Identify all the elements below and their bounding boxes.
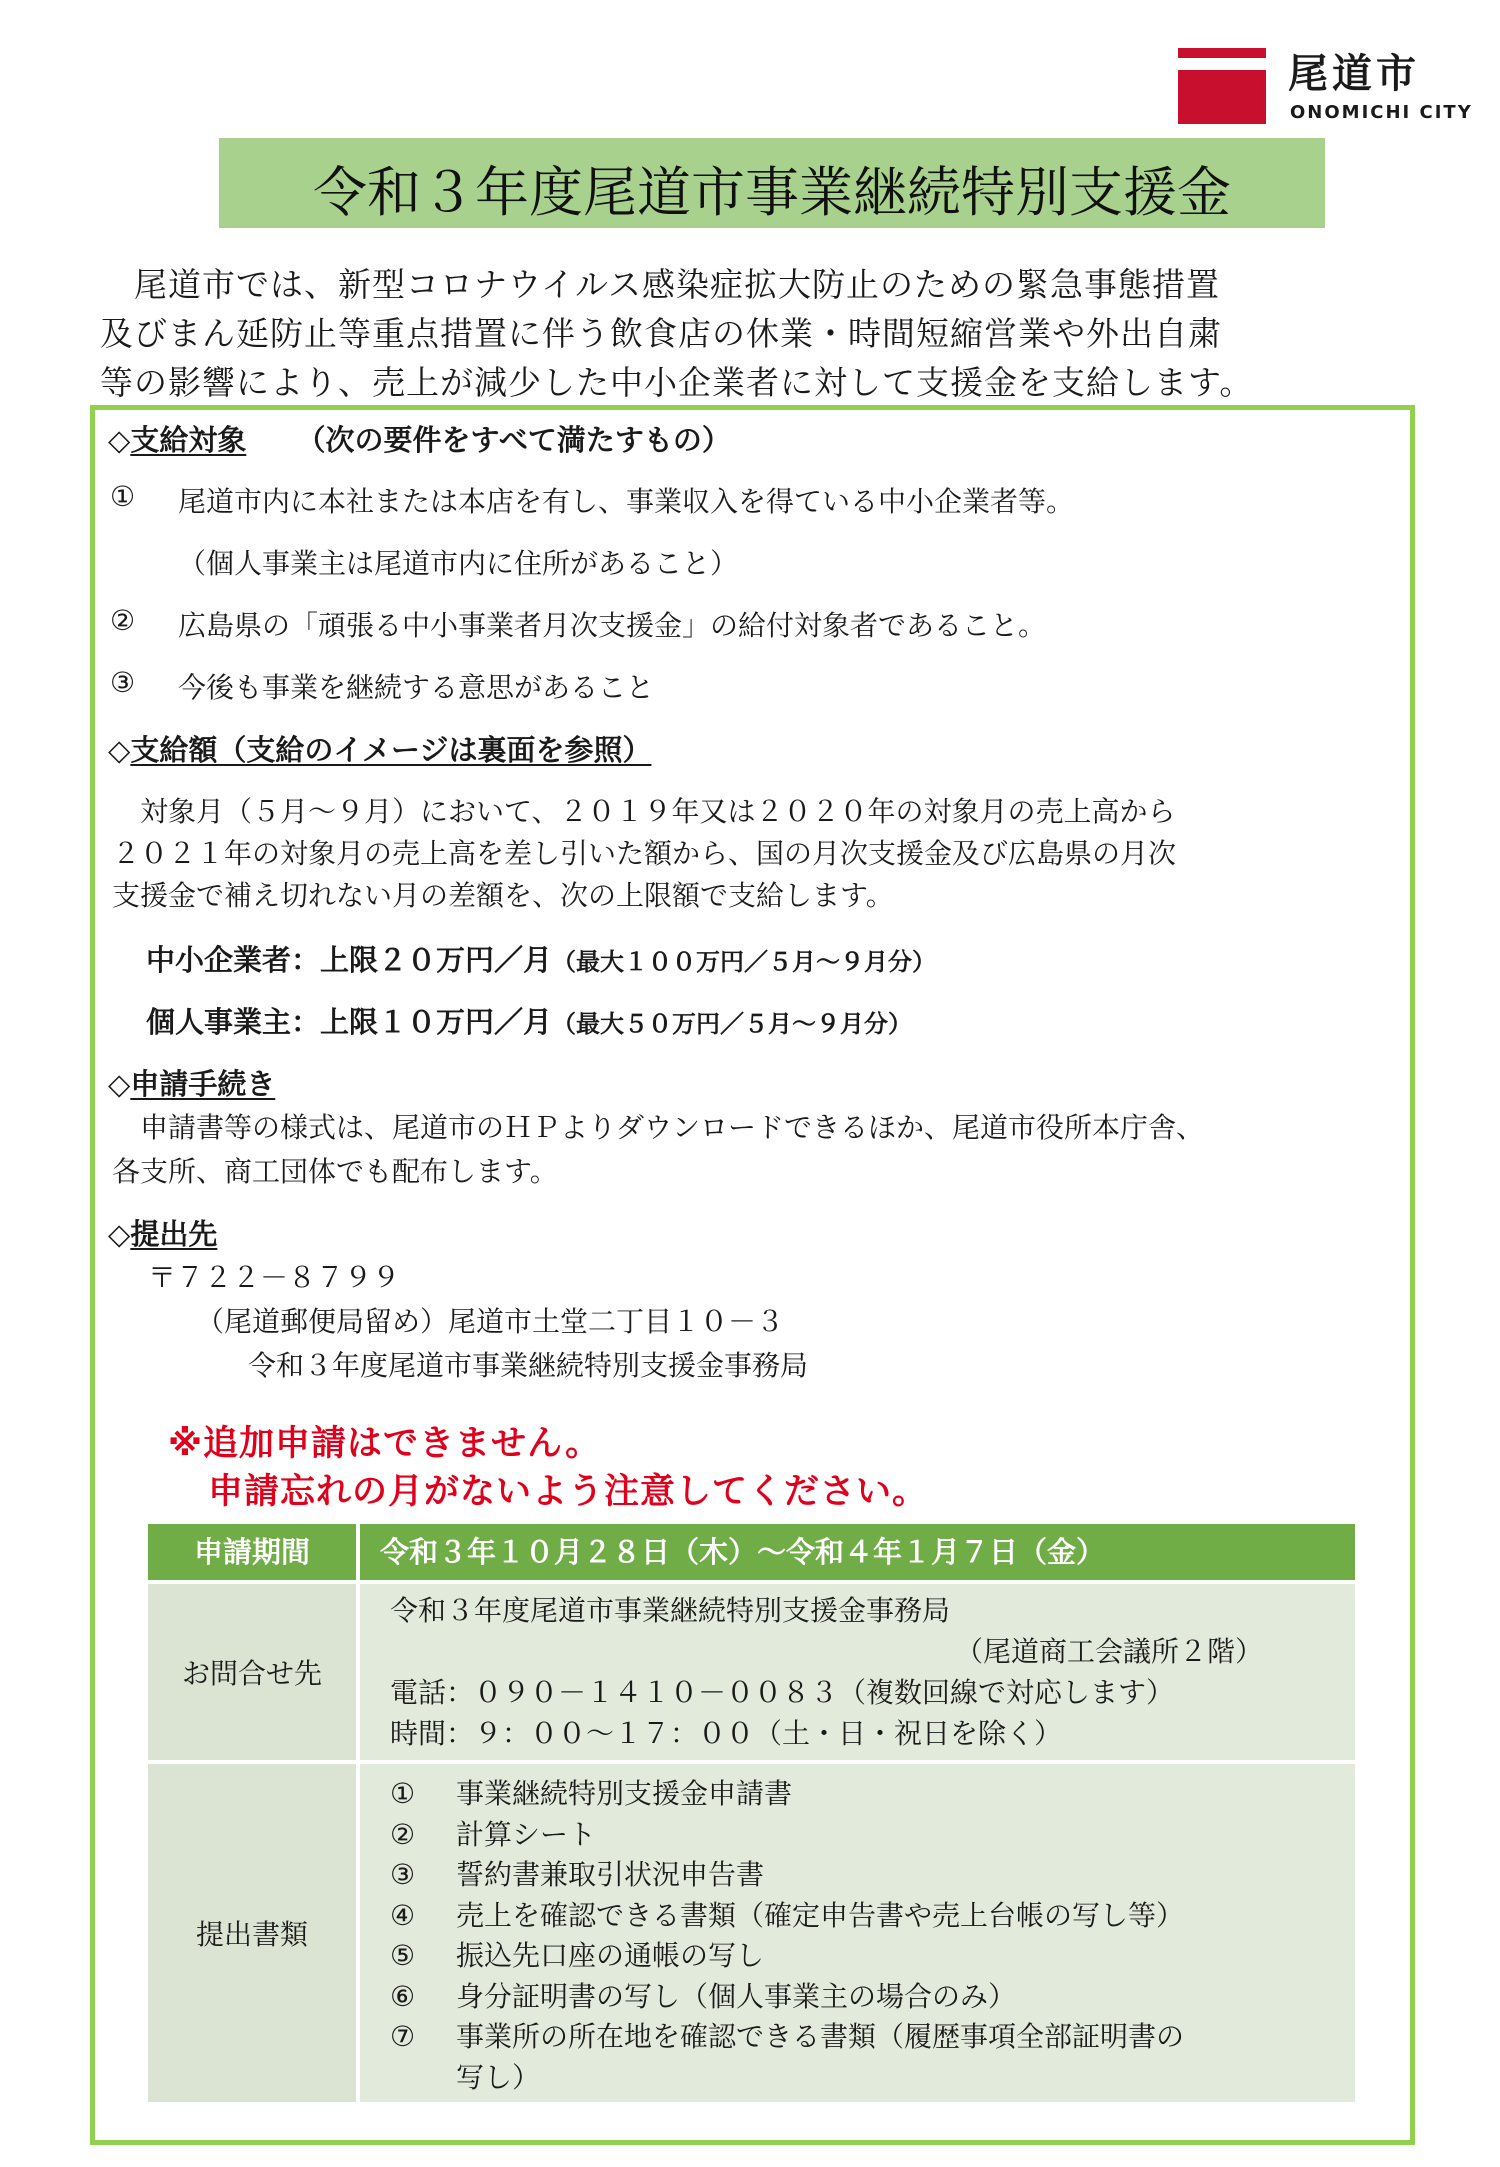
list-item: 今後も事業を継続する意思があること bbox=[178, 671, 655, 704]
intro-line: 尾道市では、新型コロナウイルス感染症拡大防止のための緊急事態措置 bbox=[100, 265, 1221, 304]
page-title: 令和３年度尾道市事業継続特別支援金 bbox=[313, 161, 1231, 224]
city-logo-subtitle: ONOMICHI CITY bbox=[1290, 102, 1473, 123]
document-item: ② 計算シート bbox=[390, 1817, 597, 1851]
list-item-note: （個人事業主は尾道市内に住所があること） bbox=[178, 547, 739, 580]
contact-value bbox=[360, 1584, 1355, 1760]
submit-address: （尾道郵便局留め）尾道市土堂二丁目１０－３ bbox=[196, 1305, 785, 1338]
limit-individual bbox=[146, 1000, 912, 1041]
amount-line: ２０２１年の対象月の売上高を差し引いた額から、国の月次支援金及び広島県の月次 bbox=[112, 837, 1177, 870]
eligibility-heading: ◇支給対象 （次の要件をすべて満たすもの） bbox=[108, 423, 731, 457]
city-logo-name: 尾道市 bbox=[1288, 51, 1420, 97]
warning-line-2: 申請忘れの月がないよう注意してください。 bbox=[208, 1472, 929, 1512]
postal-code: 〒７２２－８７９９ bbox=[148, 1261, 401, 1294]
procedure-heading-label: 申請手続き bbox=[130, 1067, 276, 1101]
intro-line: 及びまん延防止等重点措置に伴う飲食店の休業・時間短縮営業や外出自粛 bbox=[100, 314, 1222, 353]
procedure-line: 申請書等の様式は、尾道市のＨＰよりダウンロードできるほか、尾道市役所本庁舎、 bbox=[112, 1111, 1205, 1144]
document-item: ⑥ 身分証明書の写し（個人事業主の場合のみ） bbox=[390, 1979, 1017, 2013]
submit-heading: ◇提出先 bbox=[108, 1217, 218, 1251]
document-item: ③ 誓約書兼取引状況申告書 bbox=[390, 1858, 765, 1891]
amount-heading-label: 支給額（支給のイメージは裏面を参照） bbox=[130, 733, 652, 767]
contact-label: お問合せ先 bbox=[148, 1584, 356, 1760]
period-label: 申請期間 bbox=[148, 1524, 356, 1580]
document-item: ⑦ 事業所の所在地を確認できる書類（履歴事項全部証明書の bbox=[390, 2020, 1185, 2053]
document-item: ⑤ 振込先口座の通帳の写し bbox=[390, 1939, 765, 1972]
amount-line: 支援金で補え切れない月の差額を、次の上限額で支給します。 bbox=[112, 879, 894, 912]
procedure-heading: ◇申請手続き bbox=[108, 1067, 276, 1101]
eligibility-heading-note: （次の要件をすべて満たすもの） bbox=[296, 423, 731, 457]
limit-main: 個人事業主：上限１０万円／月 bbox=[146, 1005, 553, 1039]
documents-label: 提出書類 bbox=[148, 1764, 356, 2102]
submit-heading-label: 提出先 bbox=[130, 1217, 218, 1251]
list-item-number: ③ bbox=[110, 666, 136, 699]
table-row-period bbox=[148, 1524, 1355, 1580]
limit-sme bbox=[146, 938, 936, 979]
procedure-line: 各支所、商工団体でも配布します。 bbox=[112, 1155, 558, 1188]
list-item-number: ② bbox=[110, 604, 136, 637]
document-item: 写し） bbox=[456, 2060, 541, 2094]
document-item: ① 事業継続特別支援金申請書 bbox=[390, 1777, 793, 1810]
contact-hours: 時間：９：００～１７：００（土・日・祝日を除く） bbox=[390, 1717, 1063, 1750]
warning-line-1: ※追加申請はできません。 bbox=[168, 1424, 602, 1464]
city-logo-mark bbox=[1178, 48, 1266, 124]
list-item-number: ① bbox=[110, 480, 136, 513]
limit-note: （最大１００万円／５月～９月分） bbox=[552, 948, 937, 976]
table-row-contact bbox=[148, 1584, 1355, 1760]
list-item: 尾道市内に本社または本店を有し、事業収入を得ている中小企業者等。 bbox=[178, 485, 1075, 518]
intro-line: 等の影響により、売上が減少した中小企業者に対して支援金を支給します。 bbox=[100, 363, 1254, 402]
intro-paragraph bbox=[100, 260, 1420, 407]
submit-office: 令和３年度尾道市事業継続特別支援金事務局 bbox=[248, 1349, 809, 1382]
period-value: 令和３年１０月２８日（木）～令和４年１月７日（金） bbox=[360, 1524, 1355, 1580]
amount-heading: ◇支給額（支給のイメージは裏面を参照） bbox=[108, 733, 652, 767]
contact-phone: 電話：０９０－１４１０－００８３（複数回線で対応します） bbox=[390, 1676, 1175, 1709]
list-item: 広島県の「頑張る中小事業者月次支援金」の給付対象者であること。 bbox=[178, 609, 1047, 642]
limit-main: 中小企業者：上限２０万円／月 bbox=[146, 943, 553, 977]
limit-note: （最大５０万円／５月～９月分） bbox=[552, 1010, 913, 1038]
contact-line: （尾道商工会議所２階） bbox=[955, 1635, 1264, 1668]
contact-line: 令和３年度尾道市事業継続特別支援金事務局 bbox=[390, 1594, 951, 1627]
eligibility-heading-label: 支給対象 bbox=[130, 423, 247, 457]
document-item: ④ 売上を確認できる書類（確定申告書や売上台帳の写し等） bbox=[390, 1898, 1185, 1932]
amount-line: 対象月（５月～９月）において、２０１９年又は２０２０年の対象月の売上高から bbox=[112, 795, 1176, 828]
documents-list bbox=[360, 1764, 1355, 2102]
table-row-documents bbox=[148, 1764, 1355, 2102]
